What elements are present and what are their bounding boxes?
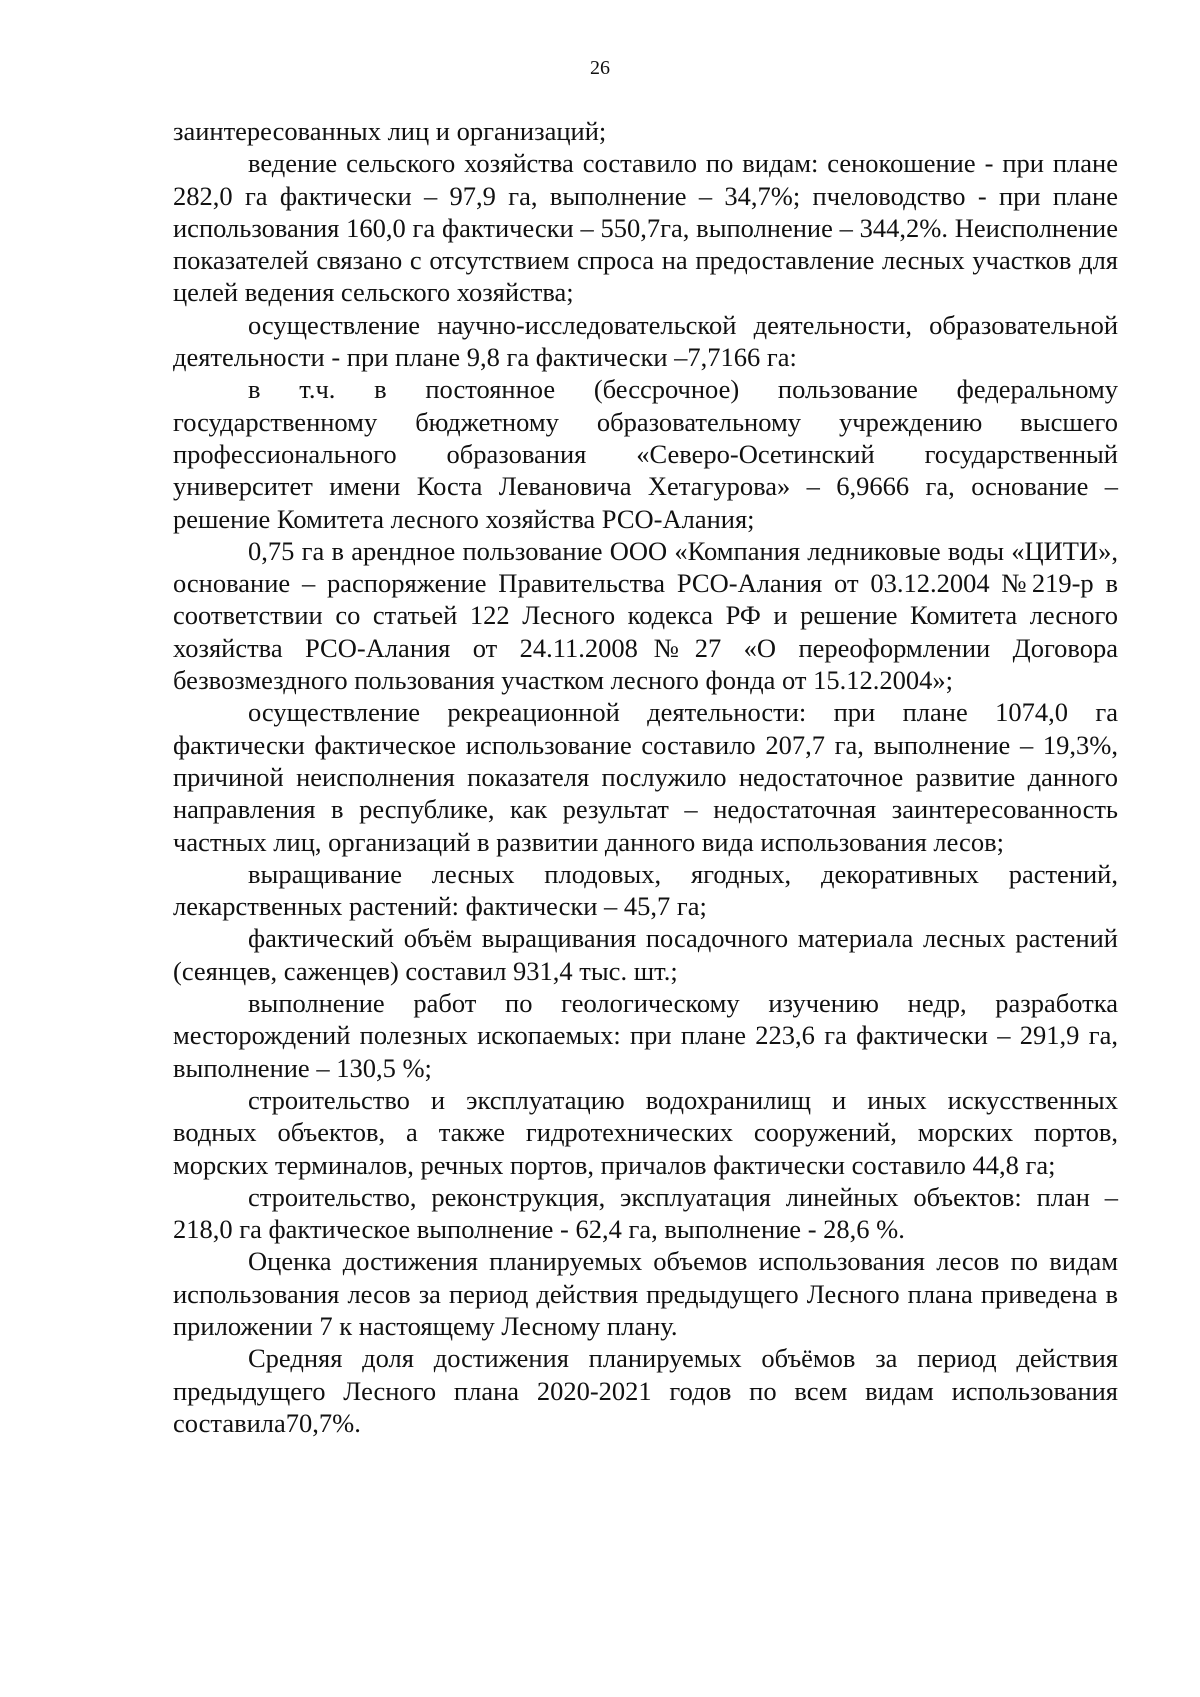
paragraph: осуществление научно-исследовательской деятельности, образовательной деятельности - при плане 9,8 га фактически –7,7166 га: bbox=[173, 309, 1118, 373]
paragraph: Средняя доля достижения планируемых объёмов за период действия предыдущего Лесного плана 2020-2021 годов по всем видам использования составила70,7%. bbox=[173, 1343, 1118, 1438]
paragraph: в т.ч. в постоянное (бессрочное) пользование федеральному государственному бюджетному образовательному учреждению высшего профессионального образования «Северо-Осетинский государственный университет имени Коста Левановича Хетагурова» – 6,9666 га, основание – решение Комитета лесного хозяйства РСО-Алания; bbox=[173, 374, 1118, 534]
paragraph: строительство и эксплуатацию водохранилищ и иных искусственных водных объектов, а также гидротехнических сооружений, морских портов, морских терминалов, речных портов, причалов фактически составило 44,8 га; bbox=[173, 1084, 1118, 1180]
paragraph: ведение сельского хозяйства составило по видам: сенокошение - при плане 282,0 га фактически – 97,9 га, выполнение – 34,7%; пчеловодство - при плане использования 160,0 га фактически – 550,7га, выполнение – 344,2%. Неисполнение показателей связано с отсутствием спроса на предоставление лесных участков для целей ведения сельского хозяйства; bbox=[173, 148, 1118, 308]
paragraph: Оценка достижения планируемых объемов использования лесов по видам использования лесов за период действия предыдущего Лесного плана приведена в приложении 7 к настоящему Лесному плану. bbox=[173, 1246, 1118, 1341]
paragraph: выращивание лесных плодовых, ягодных, декоративных растений, лекарственных растений: фактически – 45,7 га; bbox=[173, 858, 1118, 922]
page-number: 26 bbox=[590, 57, 610, 79]
paragraph: 0,75 га в арендное пользование ООО «Компания ледниковые воды «ЦИТИ», основание – распоряжение Правительства РСО-Алания от 03.12.2004 №219-р в соответствии со статьей 122 Лесного кодекса РФ и решение Комитета лесного хозяйства РСО-Алания от 24.11.2008№27 «О переоформлении Договора безвозмездного пользования участком лесного фонда от 15.12.2004»; bbox=[173, 535, 1118, 696]
paragraph: заинтересованных лиц и организаций; bbox=[173, 116, 607, 146]
paragraph: фактический объём выращивания посадочного материала лесных растений (сеянцев, саженцев) составил 931,4 тыс. шт.; bbox=[173, 923, 1118, 986]
paragraph: строительство, реконструкция, эксплуатация линейных объектов: план –218,0 га фактическое выполнение - 62,4 га, выполнение - 28,6 %. bbox=[173, 1181, 1118, 1245]
paragraph: выполнение работ по геологическому изучению недр, разработка месторождений полезных ископаемых: при плане 223,6 га фактически – 291,9 га, выполнение – 130,5 %; bbox=[173, 988, 1118, 1083]
document-body bbox=[173, 115, 1118, 1439]
paragraph: осуществление рекреационной деятельности: при плане 1074,0 га фактически фактическое использование составило 207,7 га, выполнение – 19,3%, причиной неисполнения показателя послужило недостаточное развитие данного направления в республике, как результат – недостаточная заинтересованность частных лиц, организаций в развитии данного вида использования лесов; bbox=[173, 697, 1118, 857]
